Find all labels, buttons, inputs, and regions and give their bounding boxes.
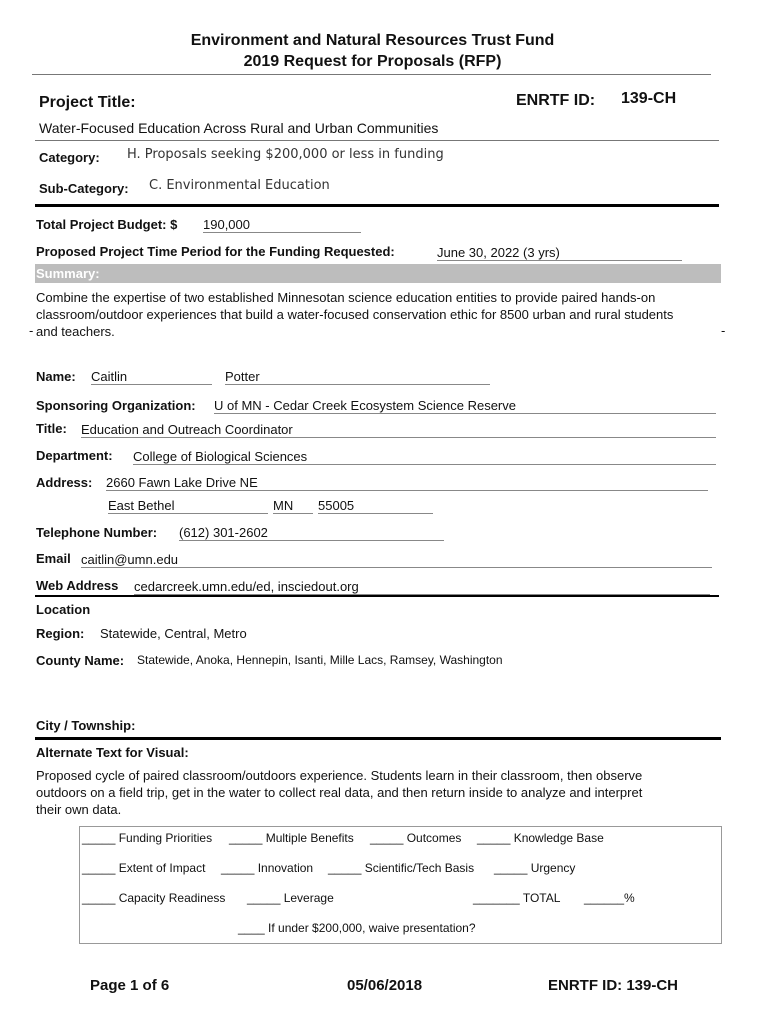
category-value: H. Proposals seeking $200,000 or less in funding [127, 147, 444, 162]
score-urgency: _____ Urgency [494, 861, 576, 875]
score-total: _______ TOTAL [473, 891, 561, 905]
city-label: City / Township: [36, 718, 136, 733]
location-heading: Location [36, 602, 91, 617]
title-rule [35, 140, 719, 141]
summary-label: Summary: [36, 266, 100, 281]
alt-text-line-3: their own data. [36, 802, 122, 817]
name-label: Name: [36, 369, 76, 384]
county-label: County Name: [36, 653, 125, 668]
address-state: MN [273, 498, 313, 514]
document-title: Environment and Natural Resources Trust Fund [190, 32, 555, 49]
score-outcomes: _____ Outcomes [370, 831, 462, 845]
project-title-label: Project Title: [39, 94, 136, 111]
score-innovation: _____ Innovation [221, 861, 314, 875]
score-knowledge: _____ Knowledge Base [477, 831, 604, 845]
subcategory-value: C. Environmental Education [149, 178, 330, 193]
alt-text-label: Alternate Text for Visual: [36, 745, 189, 760]
address-city: East Bethel [108, 498, 268, 514]
score-scientific: _____ Scientific/Tech Basis [328, 861, 475, 875]
footer-date: 05/06/2018 [347, 977, 423, 994]
address-zip: 55005 [318, 498, 433, 514]
scoring-box [79, 826, 722, 944]
location-rule [35, 737, 721, 740]
subcategory-label: Sub-Category: [39, 181, 129, 196]
alt-text-line-2: outdoors on a field trip, get in the water to collect real data, and then return inside to analyze and interpret [36, 785, 643, 800]
header-rule [32, 74, 711, 75]
margin-dash-right: - [721, 323, 726, 338]
period-label: Proposed Project Time Period for the Funding Requested: [36, 244, 395, 259]
county-value: Statewide, Anoka, Hennepin, Isanti, Mille Lacs, Ramsey, Washington [137, 653, 503, 667]
score-waive: ____ If under $200,000, waive presentation? [238, 921, 476, 935]
region-value: Statewide, Central, Metro [100, 626, 247, 641]
web-value: cedarcreek.umn.edu/ed, insciedout.org [134, 579, 710, 595]
address-label: Address: [36, 475, 93, 490]
footer-page: Page 1 of 6 [90, 977, 170, 994]
last-name-value: Potter [225, 369, 490, 385]
category-label: Category: [39, 150, 100, 165]
title-label: Title: [36, 421, 67, 436]
score-leverage: _____ Leverage [247, 891, 334, 905]
summary-line-3: and teachers. [36, 324, 115, 339]
summary-line-2: classroom/outdoor experiences that build a water-focused conservation ethic for 8500 urban and rural students [36, 307, 674, 322]
document-subtitle: 2019 Request for Proposals (RFP) [243, 53, 502, 70]
region-label: Region: [36, 626, 85, 641]
title-value: Education and Outreach Coordinator [81, 422, 716, 438]
department-label: Department: [36, 448, 113, 463]
enrtf-id-label: ENRTF ID: [516, 92, 596, 109]
org-label: Sponsoring Organization: [36, 398, 196, 413]
enrtf-id-value: 139-CH [621, 90, 677, 107]
first-name-value: Caitlin [91, 369, 212, 385]
summary-line-1: Combine the expertise of two established Minnesotan science education entities to provide paired hands-on [36, 290, 656, 305]
summary-header [35, 264, 721, 283]
score-multiple: _____ Multiple Benefits [229, 831, 354, 845]
footer-id: ENRTF ID: 139-CH [548, 977, 679, 994]
project-title-value: Water-Focused Education Across Rural and Urban Communities [39, 120, 439, 136]
budget-label: Total Project Budget: $ [36, 217, 178, 232]
department-value: College of Biological Sciences [133, 449, 716, 465]
budget-value: 190,000 [203, 217, 361, 233]
score-funding: _____ Funding Priorities [82, 831, 213, 845]
email-value: caitlin@umn.edu [81, 552, 712, 568]
score-capacity: _____ Capacity Readiness [82, 891, 226, 905]
margin-dash-left: - [29, 323, 34, 338]
web-label: Web Address [36, 578, 119, 593]
score-extent: _____ Extent of Impact [82, 861, 206, 875]
phone-value: (612) 301-2602 [179, 525, 444, 541]
section-rule [35, 204, 719, 207]
phone-label: Telephone Number: [36, 525, 158, 540]
score-percent: ______% [584, 891, 635, 905]
period-value: June 30, 2022 (3 yrs) [437, 245, 682, 261]
org-value: U of MN - Cedar Creek Ecosystem Science Reserve [214, 398, 716, 414]
contact-rule [35, 595, 719, 597]
alt-text-line-1: Proposed cycle of paired classroom/outdoors experience. Students learn in their classroom, then observe [36, 768, 643, 783]
email-label: Email [36, 551, 71, 566]
address-street: 2660 Fawn Lake Drive NE [106, 475, 708, 491]
